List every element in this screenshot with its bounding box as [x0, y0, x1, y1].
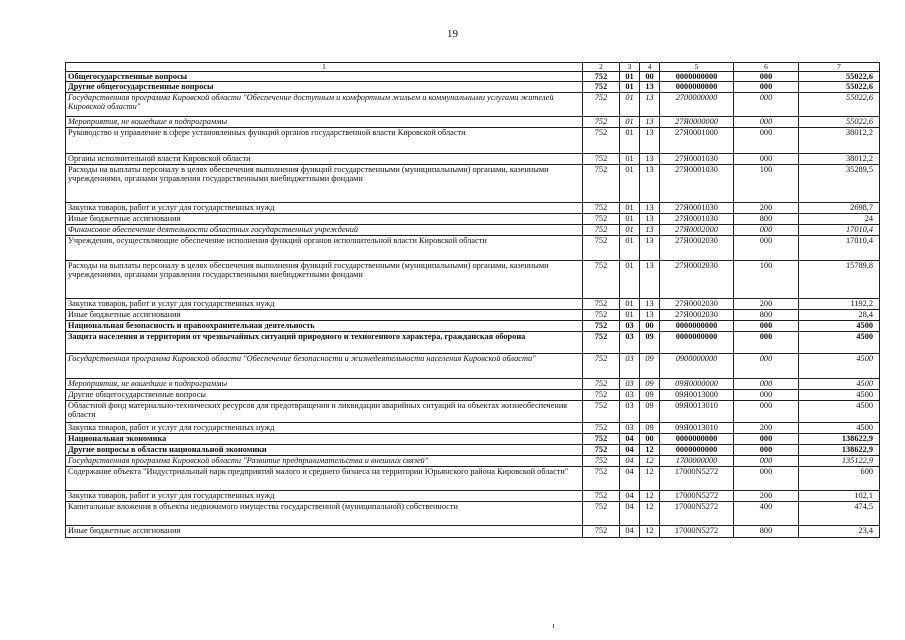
cell-pr: 13: [640, 260, 660, 298]
cell-sum: 135122,9: [799, 455, 880, 466]
cell-name: Мероприятия, не вошедшие в подпрограммы: [66, 378, 583, 389]
cell-sum: 23,4: [799, 525, 880, 537]
cell-cs: 27Я0001030: [660, 202, 734, 213]
cell-name: Иные бюджетные ассигнования: [66, 213, 583, 224]
cell-rz: 01: [620, 153, 640, 164]
cell-pr: 13: [640, 92, 660, 116]
cell-pr: 13: [640, 213, 660, 224]
cell-cs: 27Я0002030: [660, 309, 734, 320]
cell-gr: 752: [583, 235, 620, 260]
cell-cs: 0000000000: [660, 320, 734, 331]
cell-sum: 138622,9: [799, 444, 880, 455]
budget-table: [65, 62, 880, 538]
cell-cs: 1700000000: [660, 455, 734, 466]
cell-name: Закупка товаров, работ и услуг для государственных нужд: [66, 422, 583, 433]
cell-vr: 100: [734, 260, 799, 298]
cell-name: Государственная программа Кировской области "Обеспечение доступным и комфортным жильем и коммунальными услугами жителей Кировской области": [66, 92, 583, 116]
cell-cs: 0900000000: [660, 353, 734, 378]
cell-cs: 27Я0001030: [660, 153, 734, 164]
cell-vr: 000: [734, 400, 799, 422]
table-row: [66, 127, 880, 153]
cell-vr: 000: [734, 353, 799, 378]
column-header: 7: [799, 63, 880, 72]
table-row: [66, 116, 880, 127]
cell-rz: 01: [620, 309, 640, 320]
cell-cs: 17000N5272: [660, 501, 734, 525]
scan-mark: [553, 624, 554, 628]
table-row: [66, 260, 880, 298]
cell-vr: 000: [734, 72, 799, 82]
table-row: [66, 378, 880, 389]
cell-sum: 55022,6: [799, 92, 880, 116]
cell-pr: 12: [640, 490, 660, 501]
cell-sum: 600: [799, 466, 880, 490]
cell-name: Органы исполнительной власти Кировской области: [66, 153, 583, 164]
table-header-row: [66, 63, 880, 72]
cell-gr: 752: [583, 320, 620, 331]
cell-name: Капитальные вложения в объекты недвижимого имущества государственной (муниципальной) собственности: [66, 501, 583, 525]
cell-pr: 12: [640, 525, 660, 537]
table-row: [66, 353, 880, 378]
cell-rz: 01: [620, 260, 640, 298]
cell-vr: 800: [734, 525, 799, 537]
cell-sum: 474,5: [799, 501, 880, 525]
cell-gr: 752: [583, 525, 620, 537]
cell-gr: 752: [583, 260, 620, 298]
cell-gr: 752: [583, 378, 620, 389]
cell-pr: 12: [640, 444, 660, 455]
cell-sum: 28,4: [799, 309, 880, 320]
table-row: [66, 444, 880, 455]
cell-pr: 13: [640, 127, 660, 153]
cell-rz: 01: [620, 202, 640, 213]
cell-pr: 13: [640, 224, 660, 235]
cell-pr: 13: [640, 164, 660, 202]
cell-gr: 752: [583, 298, 620, 309]
cell-pr: 13: [640, 116, 660, 127]
cell-rz: 04: [620, 525, 640, 537]
cell-sum: 35289,5: [799, 164, 880, 202]
cell-vr: 000: [734, 116, 799, 127]
cell-cs: 27Я0001030: [660, 213, 734, 224]
cell-pr: 09: [640, 378, 660, 389]
cell-vr: 800: [734, 213, 799, 224]
cell-rz: 01: [620, 82, 640, 92]
cell-vr: 000: [734, 389, 799, 400]
cell-rz: 04: [620, 501, 640, 525]
cell-sum: 4500: [799, 378, 880, 389]
cell-name: Другие вопросы в области национальной экономики: [66, 444, 583, 455]
cell-gr: 752: [583, 224, 620, 235]
table-row: [66, 153, 880, 164]
cell-pr: 13: [640, 202, 660, 213]
table-row: [66, 298, 880, 309]
cell-rz: 01: [620, 127, 640, 153]
table-row: [66, 466, 880, 490]
cell-vr: 000: [734, 153, 799, 164]
cell-pr: 13: [640, 153, 660, 164]
cell-rz: 04: [620, 455, 640, 466]
cell-pr: 00: [640, 72, 660, 82]
cell-pr: 09: [640, 400, 660, 422]
cell-cs: 0000000000: [660, 433, 734, 444]
cell-name: Государственная программа Кировской области "Развитие предпринимательства и внешних связей": [66, 455, 583, 466]
cell-gr: 752: [583, 153, 620, 164]
cell-pr: 12: [640, 466, 660, 490]
cell-gr: 752: [583, 490, 620, 501]
cell-sum: 4500: [799, 422, 880, 433]
cell-sum: 55022,6: [799, 72, 880, 82]
cell-pr: 12: [640, 455, 660, 466]
cell-cs: 27Я0002030: [660, 260, 734, 298]
cell-gr: 752: [583, 444, 620, 455]
cell-cs: 27Я0001030: [660, 164, 734, 202]
cell-sum: 4500: [799, 353, 880, 378]
cell-rz: 04: [620, 444, 640, 455]
cell-vr: 000: [734, 235, 799, 260]
cell-pr: 13: [640, 298, 660, 309]
cell-cs: 17000N5272: [660, 466, 734, 490]
cell-vr: 000: [734, 127, 799, 153]
cell-sum: 15789,8: [799, 260, 880, 298]
cell-gr: 752: [583, 353, 620, 378]
cell-pr: 13: [640, 309, 660, 320]
cell-vr: 000: [734, 92, 799, 116]
cell-rz: 04: [620, 433, 640, 444]
table-row: [66, 92, 880, 116]
cell-cs: 27Я0002030: [660, 235, 734, 260]
cell-sum: 17010,4: [799, 224, 880, 235]
cell-name: Областной фонд материально-технических ресурсов для предотвращения и ликвидации аварийных ситуаций на объектах жизнеобеспечения области: [66, 400, 583, 422]
cell-cs: 27Я0002000: [660, 224, 734, 235]
cell-vr: 000: [734, 378, 799, 389]
column-header: 6: [734, 63, 799, 72]
cell-sum: 4500: [799, 389, 880, 400]
cell-cs: 17000N5272: [660, 525, 734, 537]
cell-sum: 38012,2: [799, 153, 880, 164]
cell-sum: 4500: [799, 400, 880, 422]
cell-name: Закупка товаров, работ и услуг для государственных нужд: [66, 490, 583, 501]
table-row: [66, 164, 880, 202]
table-row: [66, 202, 880, 213]
cell-vr: 200: [734, 422, 799, 433]
cell-rz: 01: [620, 72, 640, 82]
cell-cs: 09Я0013010: [660, 400, 734, 422]
cell-sum: 24: [799, 213, 880, 224]
cell-rz: 03: [620, 320, 640, 331]
cell-name: Иные бюджетные ассигнования: [66, 525, 583, 537]
cell-gr: 752: [583, 82, 620, 92]
cell-gr: 752: [583, 164, 620, 202]
table-row: [66, 213, 880, 224]
cell-gr: 752: [583, 501, 620, 525]
cell-cs: 0000000000: [660, 444, 734, 455]
column-header: 2: [583, 63, 620, 72]
table-row: [66, 501, 880, 525]
cell-sum: 138622,9: [799, 433, 880, 444]
cell-sum: 102,1: [799, 490, 880, 501]
cell-gr: 752: [583, 72, 620, 82]
column-header: 4: [640, 63, 660, 72]
cell-gr: 752: [583, 202, 620, 213]
cell-pr: 09: [640, 389, 660, 400]
cell-sum: 2698,7: [799, 202, 880, 213]
cell-cs: 09Я0013010: [660, 422, 734, 433]
cell-vr: 200: [734, 298, 799, 309]
cell-sum: 38012,2: [799, 127, 880, 153]
table-row: [66, 422, 880, 433]
cell-gr: 752: [583, 422, 620, 433]
table-row: [66, 82, 880, 92]
cell-gr: 752: [583, 466, 620, 490]
cell-sum: 1192,2: [799, 298, 880, 309]
cell-pr: 09: [640, 331, 660, 353]
cell-rz: 04: [620, 466, 640, 490]
column-header: 3: [620, 63, 640, 72]
cell-rz: 01: [620, 92, 640, 116]
cell-vr: 800: [734, 309, 799, 320]
cell-vr: 200: [734, 202, 799, 213]
cell-gr: 752: [583, 213, 620, 224]
cell-sum: 4500: [799, 320, 880, 331]
cell-name: Руководство и управление в сфере установленных функций органов государственной власти Кировской области: [66, 127, 583, 153]
cell-gr: 752: [583, 400, 620, 422]
table-row: [66, 433, 880, 444]
column-header: 5: [660, 63, 734, 72]
cell-name: Расходы на выплаты персоналу в целях обеспечения выполнения функций государственными (муниципальными) органами, казенными учреждениями, органами управления государственными внебюджетными фондами: [66, 164, 583, 202]
cell-rz: 03: [620, 378, 640, 389]
cell-rz: 04: [620, 490, 640, 501]
cell-rz: 03: [620, 389, 640, 400]
cell-rz: 01: [620, 116, 640, 127]
cell-name: Закупка товаров, работ и услуг для государственных нужд: [66, 298, 583, 309]
cell-rz: 03: [620, 353, 640, 378]
cell-name: Государственная программа Кировской области "Обеспечение безопасности и жизнедеятельности населения Кировской области": [66, 353, 583, 378]
cell-name: Учреждения, осуществляющие обеспечение исполнения функций органов исполнительной власти Кировской области: [66, 235, 583, 260]
cell-rz: 03: [620, 422, 640, 433]
cell-name: Расходы на выплаты персоналу в целях обеспечения выполнения функций государственными (муниципальными) органами, казенными учреждениями, органами управления государственными внебюджетными фондами: [66, 260, 583, 298]
cell-rz: 01: [620, 224, 640, 235]
cell-pr: 12: [640, 501, 660, 525]
cell-vr: 000: [734, 224, 799, 235]
cell-cs: 27Я0001000: [660, 127, 734, 153]
cell-vr: 000: [734, 320, 799, 331]
cell-rz: 03: [620, 400, 640, 422]
cell-cs: 0000000000: [660, 82, 734, 92]
cell-rz: 03: [620, 331, 640, 353]
cell-name: Финансовое обеспечение деятельности областных государственных учреждений: [66, 224, 583, 235]
table-row: [66, 400, 880, 422]
cell-name: Мероприятия, не вошедшие в подпрограммы: [66, 116, 583, 127]
cell-cs: 09Я0013000: [660, 389, 734, 400]
cell-name: Иные бюджетные ассигнования: [66, 309, 583, 320]
cell-pr: 09: [640, 353, 660, 378]
cell-gr: 752: [583, 433, 620, 444]
cell-name: Другие общегосударственные вопросы: [66, 389, 583, 400]
cell-pr: 09: [640, 422, 660, 433]
cell-name: Защита населения и территории от чрезвычайных ситуаций природного и техногенного характера, гражданская оборона: [66, 331, 583, 353]
cell-cs: 2700000000: [660, 92, 734, 116]
table-row: [66, 235, 880, 260]
table-row: [66, 455, 880, 466]
cell-sum: 4500: [799, 331, 880, 353]
cell-name: Национальная безопасность и правоохранительная деятельность: [66, 320, 583, 331]
cell-gr: 752: [583, 127, 620, 153]
cell-rz: 01: [620, 213, 640, 224]
table-row: [66, 490, 880, 501]
cell-name: Содержание объекта "Индустриальный парк предприятий малого и среднего бизнеса на территории Юрьянского района Кировской области": [66, 466, 583, 490]
cell-name: Национальная экономика: [66, 433, 583, 444]
cell-name: Другие общегосударственные вопросы: [66, 82, 583, 92]
cell-pr: 00: [640, 320, 660, 331]
cell-vr: 200: [734, 490, 799, 501]
cell-gr: 752: [583, 309, 620, 320]
cell-pr: 00: [640, 433, 660, 444]
cell-rz: 01: [620, 235, 640, 260]
cell-vr: 000: [734, 466, 799, 490]
cell-cs: 0000000000: [660, 331, 734, 353]
cell-vr: 000: [734, 82, 799, 92]
column-header: 1: [66, 63, 583, 72]
cell-gr: 752: [583, 331, 620, 353]
cell-name: Закупка товаров, работ и услуг для государственных нужд: [66, 202, 583, 213]
cell-rz: 01: [620, 164, 640, 202]
cell-vr: 000: [734, 444, 799, 455]
cell-sum: 17010,4: [799, 235, 880, 260]
cell-gr: 752: [583, 116, 620, 127]
cell-cs: 27Я0002030: [660, 298, 734, 309]
cell-gr: 752: [583, 92, 620, 116]
cell-vr: 400: [734, 501, 799, 525]
cell-vr: 100: [734, 164, 799, 202]
table-row: [66, 389, 880, 400]
cell-name: Общегосударственные вопросы: [66, 72, 583, 82]
cell-cs: 27Я0000000: [660, 116, 734, 127]
cell-rz: 01: [620, 298, 640, 309]
cell-vr: 000: [734, 331, 799, 353]
cell-cs: 0000000000: [660, 72, 734, 82]
cell-gr: 752: [583, 455, 620, 466]
cell-vr: 000: [734, 433, 799, 444]
cell-sum: 55022,6: [799, 116, 880, 127]
cell-vr: 000: [734, 455, 799, 466]
table-body: [66, 63, 880, 538]
cell-cs: 17000N5272: [660, 490, 734, 501]
cell-gr: 752: [583, 389, 620, 400]
table-row: [66, 331, 880, 353]
table-row: [66, 525, 880, 537]
cell-pr: 13: [640, 82, 660, 92]
cell-pr: 13: [640, 235, 660, 260]
table-row: [66, 72, 880, 82]
cell-cs: 09Я0000000: [660, 378, 734, 389]
table-row: [66, 309, 880, 320]
table-row: [66, 224, 880, 235]
cell-sum: 55022,6: [799, 82, 880, 92]
table-row: [66, 320, 880, 331]
page-number: 19: [447, 28, 458, 40]
